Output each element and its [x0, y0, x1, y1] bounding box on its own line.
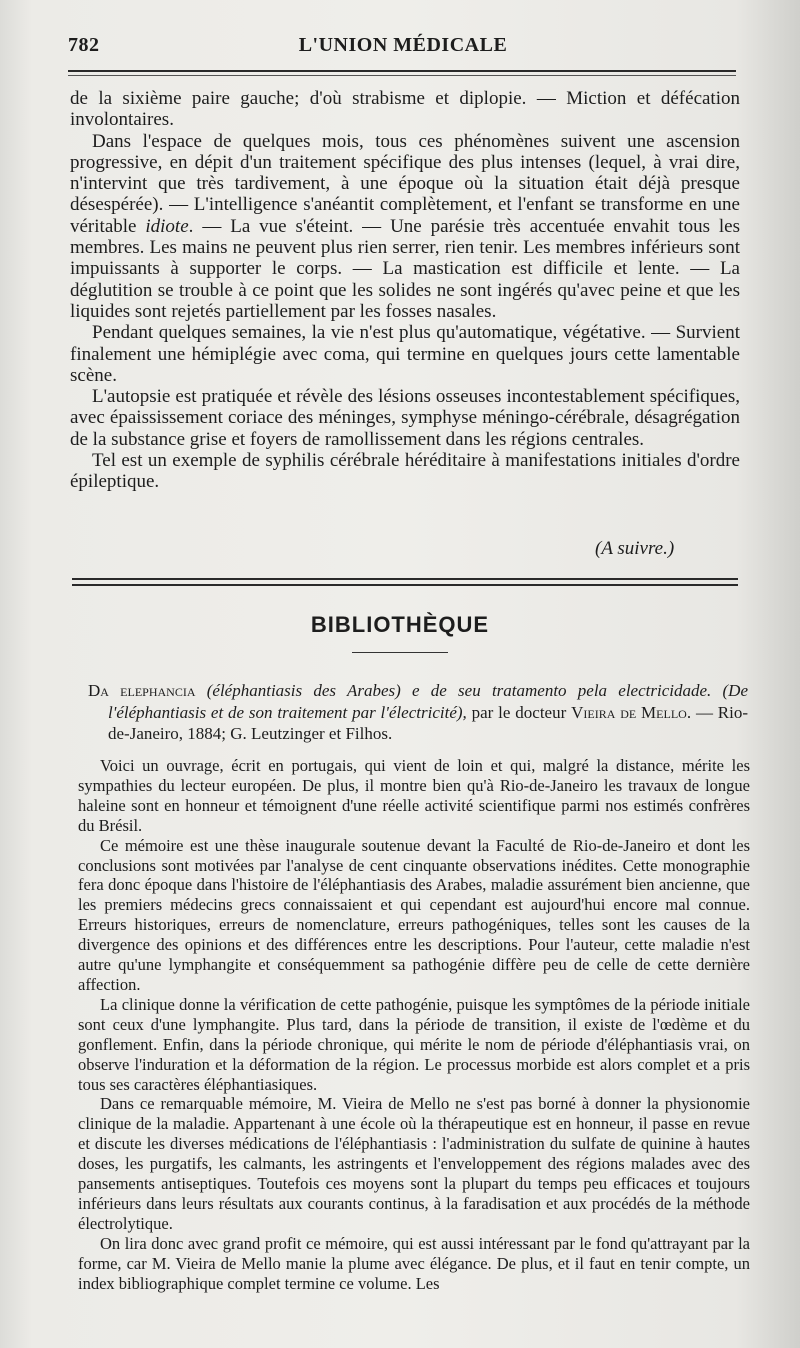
section-divider [72, 578, 738, 580]
page-header [68, 34, 738, 62]
imprint: — Rio-de-Janeiro, 1884; G. Leutzinger et Filhos. [108, 702, 749, 743]
article-paragraph: Tel est un exemple de syphilis cérébrale héréditaire à manifestations initiales d'ordre épileptique. [70, 450, 740, 493]
article-paragraph: Pendant quelques semaines, la vie n'est plus qu'automatique, végétative. — Survient finalement une hémiplégie avec coma, qui termine en quelques jours cette lamentable scène. [70, 322, 740, 386]
article-continuation [70, 88, 740, 493]
work-title-italic: (éléphantiasis des Arabes) e de seu tratamento pela electricidade. [206, 681, 712, 700]
bibliography-entry [88, 680, 748, 745]
review-paragraph: La clinique donne la vérification de cette pathogénie, puisque les symptômes de la période initiale sont ceux d'une lymphangite. Plus tard, dans la période de transition, il existe de l'œdème et du gonflement. Enfin, dans la période chronique, qui mérite le nom de période d'éléphantiasis vrai, on observe l'induration et la déformation de la région. Le processus morbide est alors complet et a pris tous ses caractères éléphantiasiques. [78, 994, 750, 1094]
work-title-smallcaps: Da elephancia [88, 681, 196, 700]
review-paragraph: Ce mémoire est une thèse inaugurale soutenue devant la Faculté de Rio-de-Janeiro et dont les conclusions sont motivées par l'analyse de cent cinquante observations inédites. Cette monographie fera donc époque dans l'histoire de l'éléphantiasis des Arabes, maladie assurément bien ancienne, que les premiers médecins grecs connaissaient et qui cependant est aujourd'hui encore mal connue. Erreurs historiques, erreurs de nomenclature, erreurs pathogéniques, telles sont les causes de la divergence des opinions et des différences entre les descriptions. Pour l'auteur, cette maladie n'est autre qu'une lymphangite et conséquemment sa pathogénie diffère peu de celle de cette dernière affection. [78, 835, 750, 994]
author-name: Vieira de Mello. [571, 702, 692, 722]
review-paragraph: Dans ce remarquable mémoire, M. Vieira de Mello ne s'est pas borné à donner la physionomie clinique de la maladie. Appartenant à une école où la thérapeutique est en honneur, il passe en revue et discute les diverses médications de l'éléphantiasis : l'administration du sulfate de quinine à hautes doses, les purgatifs, les calmants, les astringents et l'enveloppement des régions malades avec des pansements antiseptiques. Toutefois ces moyens sont la plupart du temps peu efficaces et toujours inférieurs dans leurs résultats aux courants continus, à la faradisation et aux procédés de la méthode électrolytique. [78, 1094, 750, 1233]
header-rule [68, 70, 736, 72]
to-be-continued: (A suivre.) [595, 538, 675, 559]
section-title: BIBLIOTHÈQUE [310, 612, 490, 637]
book-review [78, 756, 750, 1293]
article-paragraph [70, 131, 740, 323]
bibliography-citation [88, 680, 748, 745]
journal-title: L'UNION MÉDICALE [298, 34, 508, 56]
article-paragraph: de la sixième paire gauche; d'où strabisme et diplopie. — Miction et défécation involontaires. [70, 88, 740, 131]
by-label: par le docteur [471, 702, 567, 722]
article-paragraph-text: Dans l'espace de quelques mois, tous ces phénomènes suivent une ascension progressive, en dépit d'un traitement spécifique des plus intenses (lequel, à vrai dire, n'intervint que très tardivement, à une époque où la situation était déjà presque désespérée). — L'intelligence s'anéantit complètement, et l'enfant se transforme en une véritable idiote. — La vue s'éteint. — Une parésie très accentuée envahit tous les membres. Les mains ne peuvent plus rien serrer, rien tenir. Les membres inférieurs sont impuissants à supporter le corps. — La mastication est difficile et lente. — La déglutition se trouble à ce point que les solides ne sont ingérés qu'avec peine et que les liquides sont rejetés partiellement par les fosses nasales. [70, 130, 740, 322]
article-paragraph: L'autopsie est pratiquée et révèle des lésions osseuses incontestablement spécifiques, avec épaississement coriace des méninges, symphyse méningo-cérébrale, désagrégation de la substance grise et foyers de ramollissement dans les régions centrales. [70, 386, 740, 450]
section-title-underline [352, 652, 448, 653]
section-divider-second [72, 584, 738, 586]
review-paragraph: On lira donc avec grand profit ce mémoire, qui est aussi intéressant par le fond qu'attrayant par la forme, car M. Vieira de Mello manie la plume avec élégance. De plus, et il faut en tenir compte, un index bibliographique complet termine ce volume. Les [78, 1233, 750, 1293]
emphasis-word: idiote [145, 215, 189, 237]
header-rule-thin [68, 75, 736, 76]
work-translation: (De l'éléphantiasis et de son traitement par l'électricité), [108, 681, 748, 722]
page-number: 782 [68, 34, 100, 56]
review-paragraph: Voici un ouvrage, écrit en portugais, qui vient de loin et qui, malgré la distance, mérite les sympathies du lecteur européen. De plus, il montre bien qu'à Rio-de-Janeiro les travaux de longue haleine sont en honneur et témoignent d'une réelle activité scientifique parmi nos estimés confrères du Brésil. [78, 756, 750, 835]
